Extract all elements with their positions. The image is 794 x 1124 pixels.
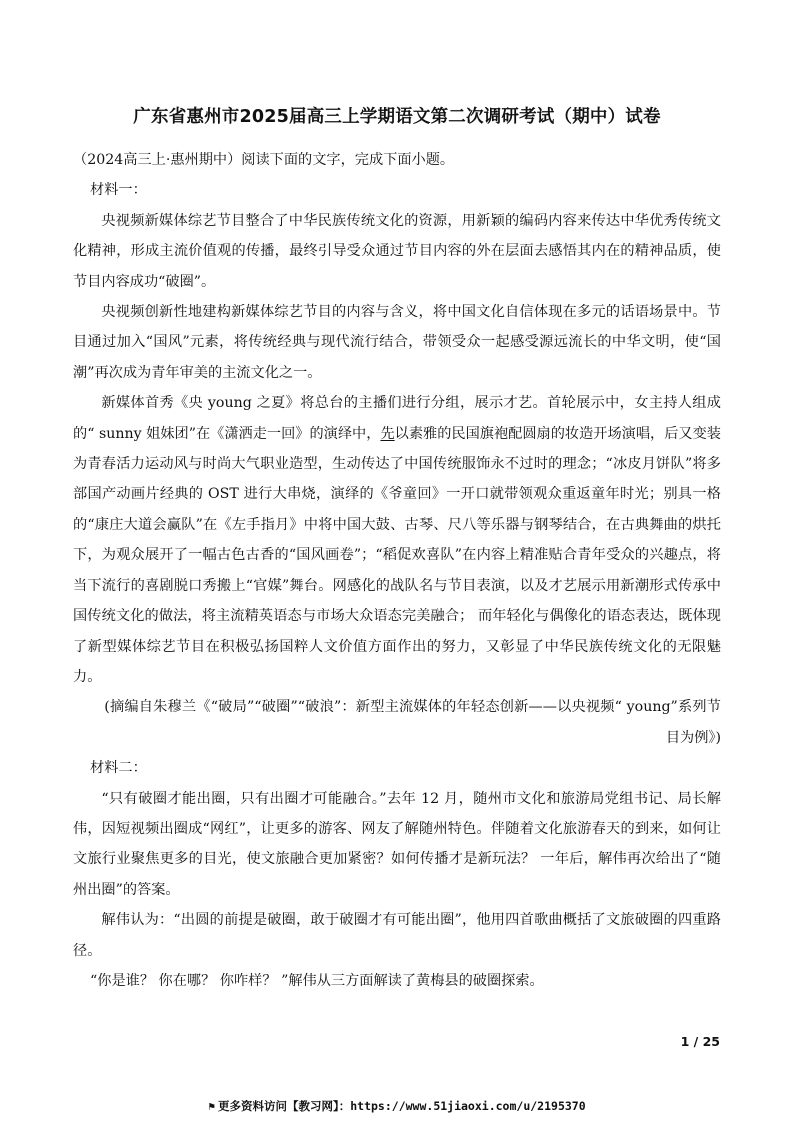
material-2-paragraph-3: “你是谁？ 你在哪？ 你咋样？ ”解伟从三方面解读了黄梅县的破圈探索。 [90,972,544,989]
material-2-paragraph-2: 解伟认为：“出圆的前提是破圈，敢于破圈才有可能出圈”，他用四首歌曲概括了文旅破圈的四重路径。 [73,912,721,959]
flag-icon: ⚑ [208,1100,215,1113]
material-1-paragraph-1: 央视频新媒体综艺节目整合了中华民族传统文化的资源，用新颖的编码内容来传达中华优秀传统文化精神，形成主流价值观的传播，最终引导受众通过节目内容的外在层面去感悟其内在的精神品质，使节目内容成功“破圈”。 [73,212,721,290]
paragraph-3-rest-text: 以素雅的民国旗袍配圆扇的妆造开场演唱，后又变装为青春活力运动风与时尚大气职业造型，生动传达了中国传统服饰永不过时的理念；“冰皮月饼队”将多部国产动画片经典的 OST 进行大串烧，演绎的《爷童回》一开口就带领观众重返童年时光；别具一格的“康庄大道会赢队”在《左手指月》中将中国大鼓、古琴、尺八等乐器与钢琴结合，在古典舞曲的烘托下，为观众展开了一幅古色古香的“国风画卷”；“稻促欢喜队”在内容上精准贴合青年受众的兴趣点，将当下流行的喜剧脱口秀搬上“官媒”舞台。网感化的战队名与节目表演，以及才艺展示用新潮形式传承中国传统文化的做法，将主流精英语态与市场大众语态完美融合； 而年轻化与偶像化的语态表达，既体现了新型媒体综艺节目在积极弘扬国粹人文价值方面作出的努力，又彰显了中华民族传统文化的无限魅力。 [73,425,721,685]
material-1-paragraph-3 [73,388,721,692]
page-number: 1 / 25 [680,1034,720,1049]
material-2-label: 材料二： [90,760,147,777]
underlined-word: 先 [380,425,395,442]
footer-text[interactable]: 更多资料访问【教习网】：https://www.51jiaoxi.com/u/2195370 [217,1099,586,1113]
material-1-citation: (摘编自朱穆兰《“破局”“破圈”“破浪”：新型主流媒体的年轻态创新——以央视频“ young”系列节目为例》) [104,699,721,746]
material-2-paragraph-1: “只有破圈才能出圈，只有出圈才可能融合。”去年 12 月，随州市文化和旅游局党组书记、局长解伟，因短视频出圈成“网红”，让更多的游客、网友了解随州特色。伴随着文化旅游春天的到来，如何让文旅行业聚焦更多的目光，使文旅融合更加紧密？如何传播才是新玩法？ 一年后，解伟再次给出了“随州出圈”的答案。 [73,790,721,898]
material-1-paragraph-2: 央视频创新性地建构新媒体综艺节目的内容与含义，将中国文化自信体现在多元的话语场景中。节目通过加入“国风”元素，将传统经典与现代流行结合，带领受众一起感受源远流长的中华文明，使“国潮”再次成为青年审美的主流文化之一。 [73,304,721,381]
document-body [73,145,721,996]
paragraph-3-lead-text: 新媒体首秀《央 young 之夏》将总台的主播们进行分组，展示才艺。首轮展示中，女主持人组成的“ sunny 姐妹团”在《潇洒走一回》的演绎中， [73,395,721,442]
document-title: 广东省惠州市2025届高三上学期语文第二次调研考试（期中）试卷 [133,107,661,127]
question-intro: （2024高三上·惠州期中）阅读下面的文字，完成下面小题。 [73,152,455,168]
material-1-label: 材料一： [90,182,147,199]
footer-link[interactable] [0,1098,794,1114]
